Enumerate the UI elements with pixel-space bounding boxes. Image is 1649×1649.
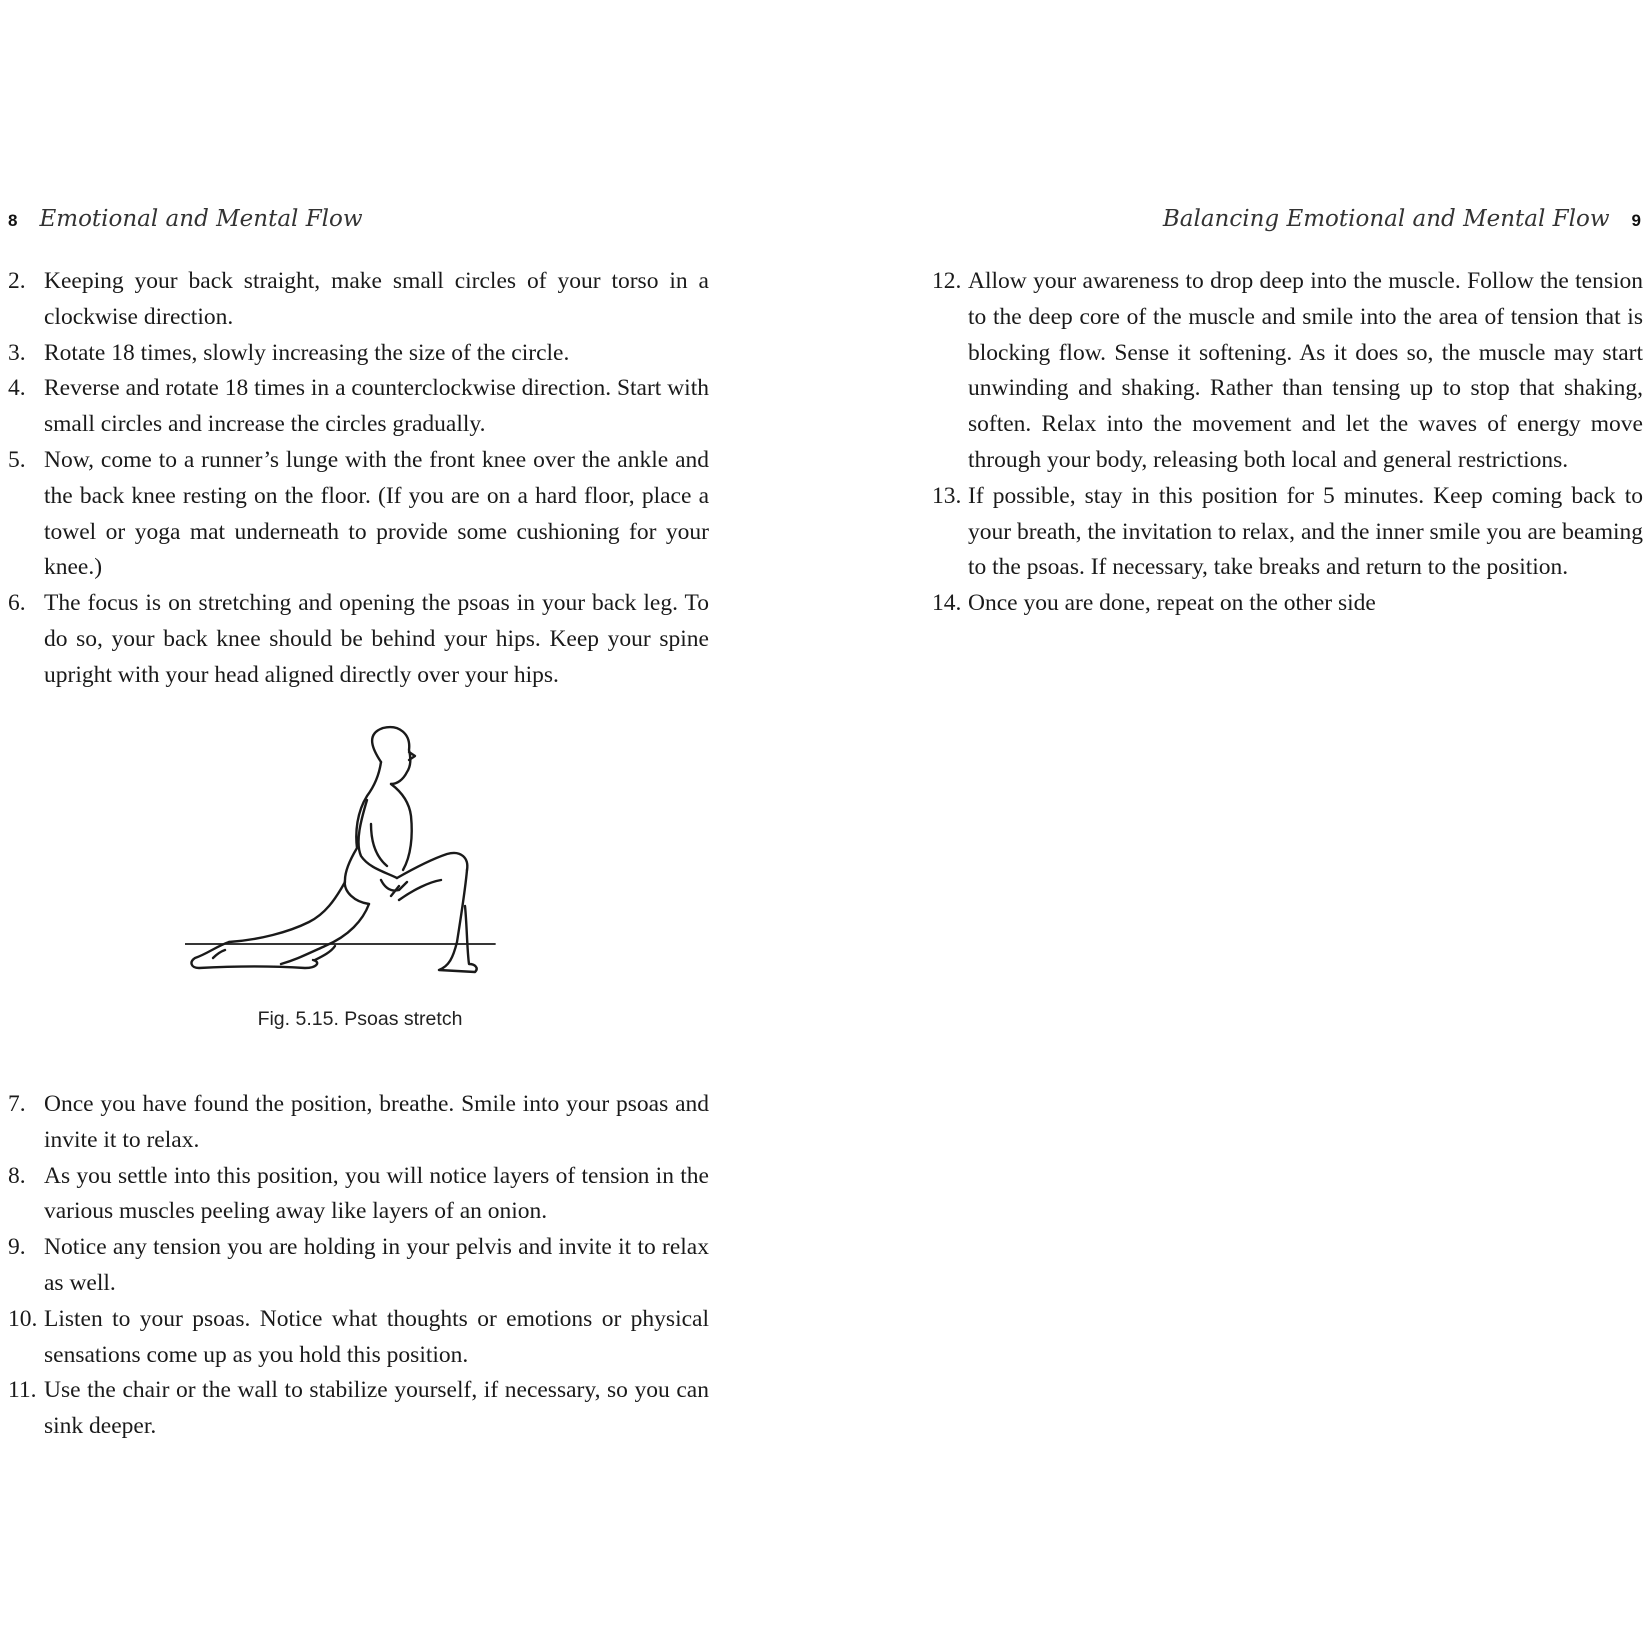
step-number: 12. [932, 268, 962, 294]
step-number: 2. [8, 268, 26, 294]
back-shin [192, 942, 318, 968]
step-number: 7. [8, 1091, 26, 1117]
list-item [8, 1159, 709, 1231]
step-text: Notice any tension you are holding in your pelvis and invite it to relax as well. [44, 1234, 709, 1296]
chest-outline [391, 784, 412, 870]
step-text: Now, come to a runner’s lunge with the front knee over the ankle and the back knee resting on the floor. (If you are on a hard floor, place a towel or yoga mat underneath to provide some cushioning for your knee.) [44, 446, 709, 581]
step-number: 8. [8, 1162, 26, 1189]
step-text: Allow your awareness to drop deep into the muscle. Follow the tension to the deep core of the muscle and smile into the area of tension that is blocking flow. Sense it softening. As it does so, the muscle may start unwinding and shaking. Rather than tensing up to stop that shaking, soften. Relax into the movement and let the waves of energy move through your body, releasing both local and general restrictions. [968, 268, 1643, 473]
front-shin [439, 870, 477, 972]
step-text: As you settle into this position, you will notice layers of tension in the various muscles peeling away like layers of an onion. [44, 1162, 709, 1225]
list-item [932, 586, 1643, 622]
back-outline [345, 762, 381, 904]
list-item [8, 371, 709, 443]
psoas-stretch-illustration [185, 720, 525, 985]
back-foot-detail [213, 950, 225, 958]
step-text: The focus is on stretching and opening the psoas in your back leg. To do so, your back knee should be behind your hips. Keep your spine upright with your head aligned directly over your hips. [44, 590, 709, 688]
step-text: Once you are done, repeat on the other side [968, 590, 1376, 617]
step-number: 11. [8, 1377, 37, 1404]
psoas-stretch-figure [185, 720, 525, 1000]
steps-list-bottom [8, 1087, 709, 1445]
step-text: Use the chair or the wall to stabilize yourself, if necessary, so you can sink deeper. [44, 1377, 709, 1440]
list-item [932, 264, 1643, 479]
right-page-number: 9 [1631, 211, 1641, 230]
left-page [0, 0, 824, 1649]
left-running-head-title: Emotional and Mental Flow [39, 206, 363, 232]
left-page-number: 8 [8, 211, 18, 230]
hands-outline [381, 880, 407, 896]
step-number: 6. [8, 590, 26, 617]
back-thigh [229, 882, 345, 942]
right-page [824, 0, 1649, 1649]
list-item [8, 443, 709, 586]
list-item [932, 479, 1643, 586]
list-item [8, 1302, 709, 1374]
right-running-head-title: Balancing Emotional and Mental Flow [1162, 206, 1610, 232]
list-item [8, 336, 709, 372]
step-number: 13. [932, 482, 962, 509]
step-text: Rotate 18 times, slowly increasing the size of the circle. [44, 339, 570, 366]
step-text: Once you have found the position, breathe. Smile into your psoas and invite it to relax. [44, 1091, 709, 1153]
step-text: Keeping your back straight, make small circles of your torso in a clockwise direction. [44, 268, 709, 330]
step-number: 9. [8, 1234, 26, 1261]
list-item [8, 1373, 709, 1445]
steps-list-right [932, 264, 1643, 622]
step-number: 14. [932, 590, 962, 617]
step-text: Reverse and rotate 18 times in a counterclockwise direction. Start with small circles and increase the circles gradually. [44, 375, 709, 438]
left-running-head [8, 206, 363, 240]
list-item [8, 1230, 709, 1302]
step-number: 10. [8, 1305, 38, 1332]
list-item [8, 1087, 709, 1159]
list-item [8, 586, 709, 693]
step-number: 4. [8, 375, 26, 402]
step-text: Listen to your psoas. Notice what thoughts or emotions or physical sensations come up as you hold this position. [44, 1305, 709, 1368]
step-number: 5. [8, 446, 26, 473]
step-text: If possible, stay in this position for 5 minutes. Keep coming back to your breath, the invitation to relax, and the inner smile you are beaming to the psoas. If necessary, take breaks and return to the position. [968, 482, 1643, 581]
arm-outline [359, 800, 397, 878]
step-number: 3. [8, 339, 26, 366]
arm-inner [371, 824, 387, 866]
steps-list-top [8, 264, 709, 694]
figure-caption: Fig. 5.15. Psoas stretch [257, 1008, 463, 1030]
list-item [8, 264, 709, 336]
right-running-head [1163, 206, 1641, 240]
